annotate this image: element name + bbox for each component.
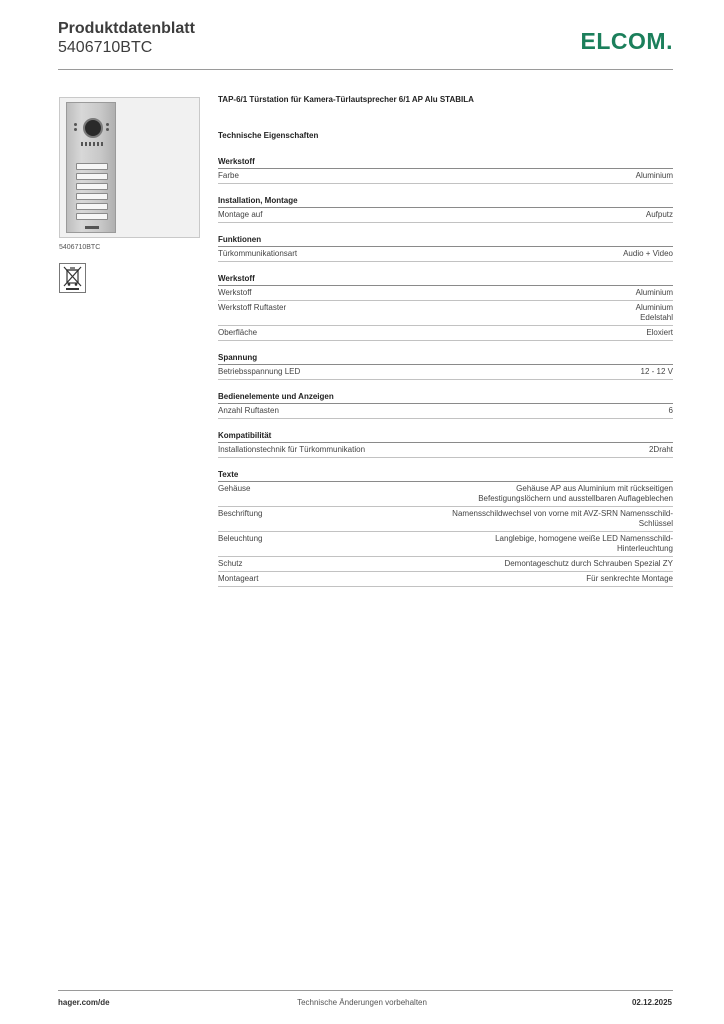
spec-key: Werkstoff Ruftaster xyxy=(218,303,287,312)
spec-value: Demontageschutz durch Schrauben Spezial ZY xyxy=(504,559,673,568)
footer-date: 02.12.2025 xyxy=(631,998,672,1007)
spec-row xyxy=(218,443,673,458)
spec-key: Anzahl Ruftasten xyxy=(218,406,279,415)
spec-groups xyxy=(218,157,673,587)
spec-value: 2Draht xyxy=(648,445,673,454)
spec-key: Installationstechnik für Türkommunikation xyxy=(218,445,366,454)
spec-group-title: Kompatibilität xyxy=(218,431,673,443)
image-caption: 5406710BTC xyxy=(59,244,101,251)
spec-row xyxy=(218,557,673,572)
page-header xyxy=(58,20,673,70)
spec-group-title: Werkstoff xyxy=(218,157,673,169)
spec-key: Schutz xyxy=(218,559,243,568)
document-number: 5406710BTC xyxy=(58,39,153,56)
spec-key: Farbe xyxy=(218,171,239,180)
spec-row xyxy=(218,286,673,301)
spec-value: 12 - 12 V xyxy=(640,367,673,376)
weee-disposal-icon xyxy=(59,263,86,293)
spec-value: Langlebige, homogene weiße LED Namensschild- Hinterleuchtung xyxy=(495,534,673,553)
header-divider xyxy=(58,69,673,70)
spec-group xyxy=(218,353,673,380)
call-button-5 xyxy=(76,203,108,210)
spec-row xyxy=(218,208,673,223)
product-specs xyxy=(218,95,673,587)
spec-value: Für senkrechte Montage xyxy=(586,574,673,583)
call-button-3 xyxy=(76,183,108,190)
spec-key: Betriebsspannung LED xyxy=(218,367,301,376)
spec-group xyxy=(218,274,673,341)
document-title: Produktdatenblatt xyxy=(58,20,195,37)
spec-group xyxy=(218,235,673,262)
spec-key: Montageart xyxy=(218,574,259,583)
spec-group xyxy=(218,157,673,184)
spec-group-title: Werkstoff xyxy=(218,274,673,286)
spec-key: Oberfläche xyxy=(218,328,258,337)
speaker-grille-icon xyxy=(81,142,103,146)
spec-value: Aluminium xyxy=(635,171,673,180)
camera-lens-icon xyxy=(83,118,103,138)
footer-website: hager.com/de xyxy=(58,998,110,1007)
spec-value: Aluminium Edelstahl xyxy=(635,303,673,322)
spec-row xyxy=(218,532,673,557)
section-heading: Technische Eigenschaften xyxy=(218,131,319,140)
spec-group-title: Bedienelemente und Anzeigen xyxy=(218,392,673,404)
door-station-product-image xyxy=(59,97,200,238)
elcom-logo: ELCOM. xyxy=(580,28,673,54)
spec-row xyxy=(218,326,673,341)
spec-group-title: Installation, Montage xyxy=(218,196,673,208)
spec-value: Aluminium xyxy=(635,288,673,297)
spec-value: 6 xyxy=(668,406,673,415)
call-button-4 xyxy=(76,193,108,200)
spec-value: Aufputz xyxy=(645,210,673,219)
call-button-1 xyxy=(76,163,108,170)
spec-row xyxy=(218,482,673,507)
spec-key: Beleuchtung xyxy=(218,534,263,543)
spec-row xyxy=(218,507,673,532)
spec-row xyxy=(218,365,673,380)
spec-row xyxy=(218,301,673,326)
spec-group-title: Texte xyxy=(218,470,673,482)
spec-group xyxy=(218,470,673,587)
ir-led-right-icon xyxy=(106,123,110,131)
door-station-panel xyxy=(66,102,116,233)
spec-row xyxy=(218,572,673,587)
spec-key: Türkommunikationsart xyxy=(218,249,298,258)
footer-disclaimer: Technische Änderungen vorbehalten xyxy=(297,998,427,1007)
footer-divider xyxy=(58,990,673,991)
panel-logo-icon xyxy=(85,226,99,229)
spec-key: Beschriftung xyxy=(218,509,263,518)
spec-value: Namensschildwechsel von vorne mit AVZ-SRN Namensschild- Schlüssel xyxy=(452,509,673,528)
spec-key: Gehäuse xyxy=(218,484,251,493)
spec-key: Werkstoff xyxy=(218,288,252,297)
spec-group-title: Funktionen xyxy=(218,235,673,247)
spec-row xyxy=(218,247,673,262)
spec-group-title: Spannung xyxy=(218,353,673,365)
ir-led-left-icon xyxy=(74,123,78,131)
spec-value: Eloxiert xyxy=(646,328,673,337)
spec-group xyxy=(218,392,673,419)
spec-row xyxy=(218,169,673,184)
product-name: TAP-6/1 Türstation für Kamera-Türlautsprecher 6/1 AP Alu STABILA xyxy=(218,95,474,104)
call-button-2 xyxy=(76,173,108,180)
spec-value: Gehäuse AP aus Aluminium mit rückseitigen Befestigungslöchern und ausstellbaren Auflageblechen xyxy=(478,484,673,503)
call-button-6 xyxy=(76,213,108,220)
spec-group xyxy=(218,196,673,223)
spec-row xyxy=(218,404,673,419)
spec-value: Audio + Video xyxy=(623,249,673,258)
spec-group xyxy=(218,431,673,458)
spec-key: Montage auf xyxy=(218,210,263,219)
